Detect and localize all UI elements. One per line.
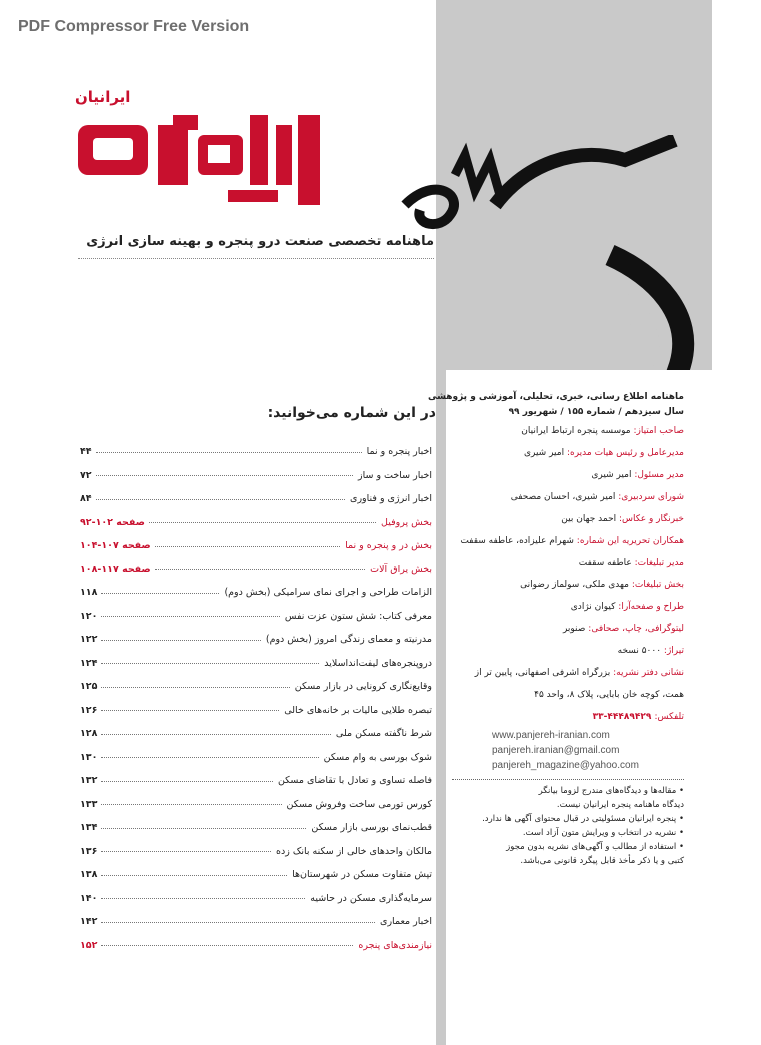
- credit-role: مدیرعامل و رئیس هیات مدیره:: [566, 448, 684, 458]
- credit-name: امیر شیری: [523, 448, 567, 458]
- credit-name: صنوبر: [562, 624, 589, 634]
- credit-role: لیتوگرافی، چاپ، صحافی:: [588, 624, 684, 634]
- toc-item: [80, 464, 432, 488]
- credit-name: ۵۰۰۰ نسخه: [617, 646, 664, 656]
- credit-role: طراح و صفحه‌آرا:: [618, 602, 684, 612]
- credit-line: [452, 464, 684, 486]
- toc-leader-dots: [96, 498, 345, 500]
- toc-item-title: الزامات طراحی و اجرای نمای سرامیکی (بخش دوم): [221, 587, 432, 598]
- credit-role: همکاران تحریریه این شماره:: [576, 536, 684, 546]
- toc-item-page: ۱۳۰: [80, 751, 98, 763]
- credit-line: [452, 574, 684, 596]
- toc-item-title: اخبار پنجره و نما: [364, 446, 432, 457]
- toc-item: [80, 605, 432, 629]
- toc-item-page: ۱۲۸: [80, 728, 98, 740]
- credits-header-2: سال سیزدهم / شماره ۱۵۵ / شهریور ۹۹: [508, 407, 684, 417]
- credits-phone: [452, 706, 684, 728]
- toc-leader-dots: [101, 592, 219, 594]
- toc-item-page: صفحه ۱۰۷-۱۰۴: [80, 540, 151, 552]
- credit-line: [452, 662, 684, 684]
- toc-item-page: ۱۲۲: [80, 634, 98, 646]
- svg-text:پنجره: پنجره: [188, 140, 191, 141]
- toc-item-page: ۷۲: [80, 469, 92, 481]
- toc-item: [80, 652, 432, 676]
- disclaimer-line: دیدگاه ماهنامه پنجره ایرانیان نیست.: [556, 800, 684, 810]
- toc-item: [80, 581, 432, 605]
- toc-item-page: ۱۳۲: [80, 775, 98, 787]
- toc-item-title: بخش پروفیل: [378, 517, 432, 528]
- toc-item: [80, 793, 432, 817]
- phone-value: ۴۴۴۸۹۴۲۹-۳۳: [592, 712, 655, 722]
- credit-line: [452, 420, 684, 442]
- disclaimer-line: • مقاله‌ها و دیدگاه‌های مندرج لزوما بیانگر: [538, 786, 684, 796]
- toc-item-title: بخش یراق آلات: [367, 564, 432, 575]
- toc-item-page: ۱۲۴: [80, 657, 98, 669]
- credit-role: تیراژ:: [663, 646, 684, 656]
- credit-name: مهدی ملکی، سولماز رضوانی: [520, 580, 632, 590]
- credit-name: شهرام علیزاده، عاطفه سقفت: [460, 536, 577, 546]
- credit-name: احمد جهان بین: [561, 514, 620, 524]
- toc-item-title: تبصره طلایی مالیات بر خانه‌های خالی: [281, 705, 432, 716]
- toc-leader-dots: [155, 568, 365, 570]
- credit-role: خبرنگار و عکاس:: [619, 514, 684, 524]
- toc-item-page: ۱۲۰: [80, 610, 98, 622]
- toc-leader-dots: [101, 780, 273, 782]
- credit-name: بزرگراه اشرفی اصفهانی، پایین تر از: [474, 668, 614, 678]
- logo-subtitle: ایرانیان: [75, 88, 131, 106]
- toc-item-page: ۱۳۴: [80, 822, 98, 834]
- logo-wordmark: [78, 110, 328, 220]
- header-divider: [78, 258, 434, 259]
- toc-item-page: ۱۴۲: [80, 916, 98, 928]
- credit-line: [452, 442, 684, 464]
- toc-leader-dots: [101, 709, 279, 711]
- toc-item-title: سرمایه‌گذاری مسکن در حاشیه: [307, 893, 432, 904]
- toc-item: [80, 440, 432, 464]
- credit-line: [452, 640, 684, 662]
- credit-line: [452, 508, 684, 530]
- toc-item-page: ۴۴: [80, 446, 92, 458]
- toc-leader-dots: [101, 944, 353, 946]
- toc-leader-dots: [101, 615, 279, 617]
- toc-leader-dots: [101, 662, 319, 664]
- toc-leader-dots: [101, 686, 289, 688]
- toc-item-page: ۱۲۶: [80, 704, 98, 716]
- toc-item-title: شرط ناگفته مسکن ملی: [333, 728, 432, 739]
- toc-item: [80, 746, 432, 770]
- disclaimer-line: کتبی و یا ذکر مأخذ قابل پیگرد قانونی می‌باشد.: [520, 856, 684, 866]
- toc-item: [80, 934, 432, 958]
- toc-item-page: ۱۳۸: [80, 869, 98, 881]
- toc-leader-dots: [101, 921, 375, 923]
- toc-leader-dots: [101, 874, 287, 876]
- credit-name: کیوان نژادی: [570, 602, 619, 612]
- email-gmail-link[interactable]: panjereh.iranian@gmail.com: [492, 745, 620, 756]
- toc-item-title: قطب‌نمای بورسی بازار مسکن: [308, 822, 432, 833]
- credits-divider: [452, 779, 684, 780]
- toc-item: [80, 699, 432, 723]
- disclaimer-line: • استفاده از مطالب و آگهی‌های نشریه بدون مجوز: [506, 842, 684, 852]
- toc-item: [80, 863, 432, 887]
- toc-leader-dots: [101, 733, 331, 735]
- credit-line: [452, 596, 684, 618]
- toc-item-title: شوک بورسی به وام مسکن: [321, 752, 432, 763]
- toc-item-page: ۱۳۶: [80, 845, 98, 857]
- toc-item-page: صفحه ۱۱۷-۱۰۸: [80, 563, 151, 575]
- toc-item-page: ۱۳۳: [80, 798, 98, 810]
- toc-leader-dots: [101, 756, 318, 758]
- watermark-text: PDF Compressor Free Version: [18, 18, 250, 35]
- toc-item-page: ۱۵۲: [80, 939, 98, 951]
- credits-address-line-2: همت، کوچه خان بابایی، پلاک ۸، واحد ۴۵: [534, 690, 684, 700]
- toc-leader-dots: [101, 897, 305, 899]
- credit-name: امیر شیری، احسان مصحفی: [510, 492, 619, 502]
- toc-item-page: ۱۱۸: [80, 587, 98, 599]
- toc-leader-dots: [101, 803, 281, 805]
- disclaimer-line: • پنجره ایرانیان مسئولیتی در قبال محتوای آگهی ها ندارد.: [482, 814, 684, 824]
- toc-item-title: نیازمندی‌های پنجره: [355, 940, 432, 951]
- toc-item-title: مدرنیته و معمای زندگی امروز (بخش دوم): [263, 634, 432, 645]
- toc-leader-dots: [101, 850, 271, 852]
- toc-item-title: کورس تورمی ساخت وفروش مسکن: [284, 799, 433, 810]
- toc-item: [80, 534, 432, 558]
- toc-leader-dots: [96, 474, 353, 476]
- toc-item: [80, 511, 432, 535]
- toc-leader-dots: [155, 545, 340, 547]
- credit-role: صاحب امتیاز:: [633, 426, 684, 436]
- credit-role: بخش تبلیغات:: [631, 580, 684, 590]
- toc-item-title: وقایع‌نگاری کرونایی در بازار مسکن: [292, 681, 432, 692]
- toc-item: [80, 910, 432, 934]
- phone-label: تلفکس:: [654, 712, 684, 722]
- toc-item: [80, 840, 432, 864]
- toc-item-title: معرفی کتاب: شش ستون عزت نفس: [282, 611, 432, 622]
- toc-item-page: ۱۴۰: [80, 892, 98, 904]
- credits-list: [452, 420, 684, 684]
- toc-item: [80, 769, 432, 793]
- credit-line: [452, 486, 684, 508]
- toc-item: [80, 675, 432, 699]
- magazine-tagline: ماهنامه تخصصی صنعت درو پنجره و بهینه سازی انرژی: [86, 234, 434, 249]
- credit-role: شورای سردبیری:: [618, 492, 684, 502]
- toc-item-page: ۸۴: [80, 493, 92, 505]
- toc-leader-dots: [101, 639, 260, 641]
- credit-line: [452, 618, 684, 640]
- toc-item: [80, 816, 432, 840]
- toc-item-title: تپش متفاوت مسکن در شهرستان‌ها: [289, 869, 432, 880]
- toc-item-page: صفحه ۱۰۲-۹۲: [80, 516, 145, 528]
- table-of-contents: [80, 440, 432, 957]
- credits-header-1: ماهنامه اطلاع رسانی، خبری، تحلیلی، آموزشی و پژوهشی: [427, 392, 684, 402]
- toc-leader-dots: [101, 827, 306, 829]
- toc-item-title: فاصله تساوی و تعادل با تقاضای مسکن: [275, 775, 432, 786]
- toc-item: [80, 722, 432, 746]
- toc-leader-dots: [96, 451, 362, 453]
- toc-item: [80, 487, 432, 511]
- credit-role: نشانی دفتر نشریه:: [613, 668, 684, 678]
- credit-line: [452, 530, 684, 552]
- email-yahoo-link[interactable]: panjereh_magazine@yahoo.com: [492, 760, 639, 771]
- toc-item: [80, 628, 432, 652]
- toc-item-title: اخبار انرژی و فناوری: [347, 493, 432, 504]
- credit-line: [452, 552, 684, 574]
- toc-item-title: دروپنجره‌های لیفت‌اند‌اسلاید: [321, 658, 432, 669]
- disclaimer-notes: [452, 784, 684, 868]
- toc-item: [80, 887, 432, 911]
- credit-name: امیر شیری: [591, 470, 635, 480]
- toc-item-title: اخبار ساخت و ساز: [355, 470, 432, 481]
- credit-name: موسسه پنجره ارتباط ایرانیان: [521, 426, 634, 436]
- credit-role: مدیر مسئول:: [634, 470, 684, 480]
- toc-title: در این شماره می‌خوانید:: [267, 405, 436, 421]
- toc-item-title: مالکان واحدهای خالی از سکنه بانک زده: [273, 846, 432, 857]
- toc-item-title: اخبار معماری: [377, 916, 432, 927]
- credit-role: مدیر تبلیغات:: [634, 558, 684, 568]
- disclaimer-line: • نشریه در انتخاب و ویرایش متون آزاد است.: [522, 828, 684, 838]
- toc-leader-dots: [149, 521, 376, 523]
- website-link[interactable]: www.panjereh-iranian.com: [492, 730, 610, 741]
- toc-item: [80, 558, 432, 582]
- toc-item-title: بخش در و پنجره و نما: [342, 540, 432, 551]
- credits-column: [427, 390, 684, 868]
- toc-item-page: ۱۲۵: [80, 681, 98, 693]
- credit-name: عاطفه سقفت: [578, 558, 635, 568]
